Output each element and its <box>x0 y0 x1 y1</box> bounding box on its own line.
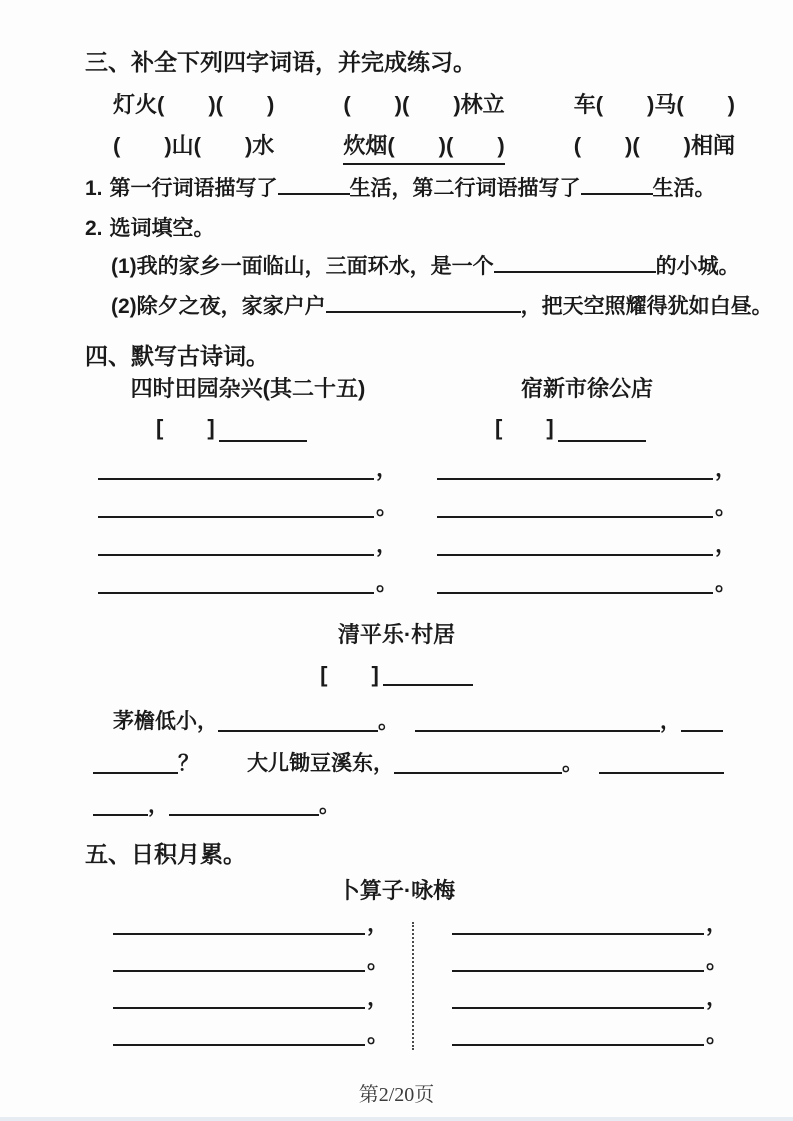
poem1-title: 四时田园杂兴(其二十五) <box>130 376 366 401</box>
line-punctuation: 。 <box>319 794 340 817</box>
answer-blank <box>437 516 713 518</box>
line-punctuation: 。 <box>375 570 398 595</box>
answer-blank <box>437 478 713 480</box>
page-number: 第2/20页 <box>358 1084 435 1106</box>
answer-blank <box>452 970 704 972</box>
answer-blank <box>113 933 365 935</box>
idiom-row-2 <box>113 129 735 165</box>
ci-line1-text: 茅檐低小， <box>113 710 218 733</box>
idiom-1: 灯火( )( ) <box>113 92 275 117</box>
line-punctuation: 。 <box>714 570 737 595</box>
question-1 <box>85 172 716 202</box>
idiom-3: 车( )马( ) <box>573 92 735 117</box>
poem1-line-1 <box>98 442 398 480</box>
answer-blank <box>169 814 319 816</box>
answer-blank <box>219 440 307 442</box>
poem-column-right <box>437 372 737 594</box>
section3-heading: 三、补全下列四字词语，并完成练习。 <box>85 49 476 75</box>
poem1-line-2 <box>98 480 398 518</box>
answer-blank <box>113 970 365 972</box>
poem1-author-row <box>98 406 398 442</box>
author-bracket: [ ] <box>495 415 554 440</box>
poem2-line-4 <box>437 556 737 594</box>
answer-blank <box>681 730 723 732</box>
answer-blank <box>98 478 374 480</box>
memory-line <box>113 935 393 972</box>
idiom-6: ( )( )相闻 <box>573 133 735 158</box>
question-2-label: 选词填空。 <box>109 217 215 240</box>
line-punctuation: 。 <box>367 948 390 973</box>
memory-line <box>452 1009 732 1046</box>
poem2-line-2 <box>437 480 737 518</box>
line-punctuation: ， <box>375 532 398 557</box>
question-1-text-a: 第一行词语描写了 <box>109 177 278 200</box>
line-punctuation: ， <box>375 456 398 481</box>
line-punctuation: ， <box>706 985 729 1010</box>
line-punctuation: ， <box>367 911 390 936</box>
poem2-author-row <box>437 406 737 442</box>
memory-column-left <box>113 898 393 1046</box>
answer-blank <box>437 592 713 594</box>
item-1-text-post: 的小城。 <box>655 255 740 278</box>
answer-blank <box>452 1007 704 1009</box>
answer-blank <box>98 592 374 594</box>
question-2-number: 2. <box>85 217 103 240</box>
memory-line <box>113 1009 393 1046</box>
column-divider <box>412 922 414 1050</box>
answer-blank <box>326 311 521 313</box>
answer-blank <box>494 271 656 273</box>
answer-blank <box>581 193 653 195</box>
ci-body-row-2 <box>93 736 724 774</box>
author-bracket: [ ] <box>320 662 379 687</box>
line-punctuation: ， <box>367 985 390 1010</box>
answer-blank <box>218 730 378 732</box>
idiom-4: ( )山( )水 <box>113 133 275 158</box>
ci-body-row-1 <box>113 694 723 732</box>
line-punctuation: 。 <box>378 710 399 733</box>
line-punctuation: 。 <box>562 752 583 775</box>
line-punctuation: 。 <box>714 494 737 519</box>
line-punctuation: ， <box>714 532 737 557</box>
memory-line <box>452 935 732 972</box>
item-1-text-pre: (1)我的家乡一面临山，三面环水，是一个 <box>111 255 494 278</box>
line-punctuation: 。 <box>706 948 729 973</box>
poem2-title: 宿新市徐公店 <box>520 376 653 401</box>
answer-blank <box>383 684 473 686</box>
answer-blank <box>278 193 350 195</box>
line-punctuation: 。 <box>367 1022 390 1047</box>
section4-heading: 四、默写古诗词。 <box>85 343 269 369</box>
item-2-text-pre: (2)除夕之夜，家家户户 <box>111 295 326 318</box>
poem1-line-4 <box>98 556 398 594</box>
line-punctuation: ， <box>706 911 729 936</box>
answer-blank <box>98 554 374 556</box>
poem2-line-3 <box>437 518 737 556</box>
line-punctuation: ， <box>660 710 681 733</box>
idiom-row-1 <box>113 88 735 119</box>
answer-blank <box>394 772 562 774</box>
memory-line <box>452 898 732 935</box>
answer-blank <box>113 1044 365 1046</box>
answer-blank <box>558 440 646 442</box>
answer-blank <box>452 1044 704 1046</box>
ci-line2-text: 大儿锄豆溪东， <box>247 752 394 775</box>
answer-blank <box>452 933 704 935</box>
line-punctuation: ？ <box>178 752 199 775</box>
answer-blank <box>437 554 713 556</box>
line-punctuation: ， <box>714 456 737 481</box>
question-1-text-c: 生活。 <box>652 177 716 200</box>
question-2-item-2 <box>111 290 773 320</box>
answer-blank <box>113 1007 365 1009</box>
answer-blank <box>93 814 148 816</box>
ci-title: 清平乐·村居 <box>337 622 456 647</box>
idiom-5-underlined: 炊烟( )( ) <box>343 129 504 165</box>
memory-line <box>113 898 393 935</box>
item-2-text-post: ，把天空照耀得犹如白昼。 <box>520 295 773 318</box>
answer-blank <box>93 772 178 774</box>
poem1-line-3 <box>98 518 398 556</box>
line-punctuation: 。 <box>375 494 398 519</box>
idiom-2: ( )( )林立 <box>343 92 505 117</box>
answer-blank <box>415 730 660 732</box>
ci-body-row-3 <box>93 778 340 816</box>
line-punctuation: 。 <box>706 1022 729 1047</box>
poem-column-left <box>98 372 398 594</box>
memory-line <box>113 972 393 1009</box>
section5-heading: 五、日积月累。 <box>85 841 246 867</box>
answer-blank <box>599 772 724 774</box>
memory-poem-title: 卜算子·咏梅 <box>337 878 456 903</box>
question-2-item-1 <box>111 250 740 280</box>
line-punctuation: ， <box>148 794 169 817</box>
poem2-line-1 <box>437 442 737 480</box>
question-1-text-b: 生活，第二行词语描写了 <box>349 177 581 200</box>
question-2 <box>85 212 215 242</box>
answer-blank <box>98 516 374 518</box>
page-bottom-edge <box>0 1117 793 1121</box>
ci-author-row <box>0 650 793 686</box>
memory-line <box>452 972 732 1009</box>
author-bracket: [ ] <box>156 415 215 440</box>
question-1-number: 1. <box>85 177 103 200</box>
memory-column-right <box>452 898 732 1046</box>
